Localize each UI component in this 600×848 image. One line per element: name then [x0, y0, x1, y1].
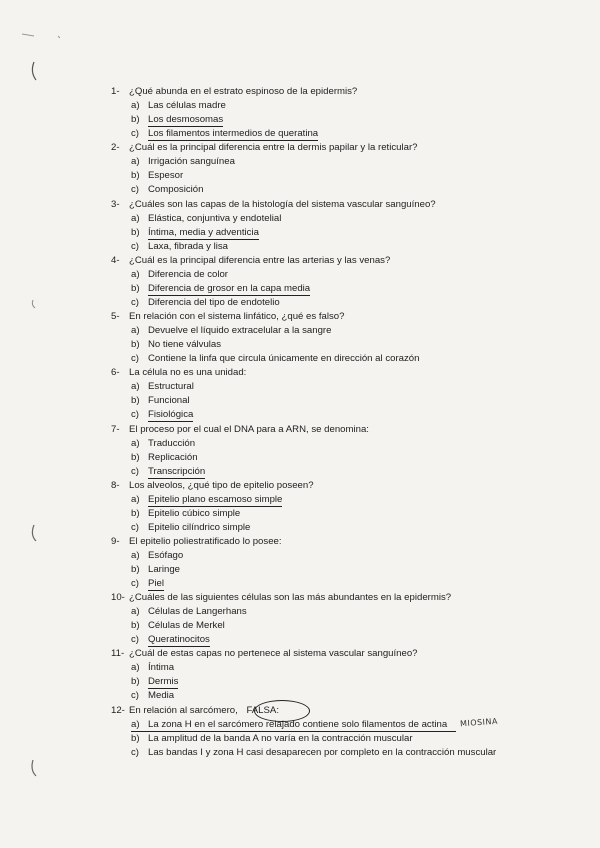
q2-option-c: c) Composición [131, 184, 204, 195]
q12-option-c: c) Las bandas I y zona H casi desaparecen por completo en la contracción muscular [131, 747, 497, 758]
q7-option-b: b) Replicación [131, 452, 198, 463]
q8-option-c: c) Epitelio cilíndrico simple [131, 522, 251, 533]
q7-option-a: a) Traducción [131, 438, 196, 449]
q6-option-b: b) Funcional [131, 395, 190, 406]
q9-option-a: a) Esófago [131, 550, 184, 561]
q12-option-a: a) La zona H en el sarcómero relajado contiene solo filamentos de actina [131, 719, 448, 730]
q5-option-a: a) Devuelve el líquido extracelular a la sangre [131, 325, 332, 336]
q8-option-b: b) Epitelio cúbico simple [131, 508, 241, 519]
question-2: 2- ¿Cuál es la principal diferencia entre la dermis papilar y la reticular? [111, 142, 418, 153]
question-1: 1- ¿Qué abunda en el estrato espinoso de la epidermis? [111, 86, 358, 97]
q10-option-a: a) Células de Langerhans [131, 606, 247, 617]
q11-option-c: c) Media [131, 690, 175, 701]
question-3: 3- ¿Cuáles son las capas de la histología del sistema vascular sanguíneo? [111, 199, 436, 210]
q3-option-b: b) Íntima, media y adventicia [131, 227, 259, 238]
q2-option-a: a) Irrigación sanguínea [131, 156, 235, 167]
question-5: 5- En relación con el sistema linfático, ¿qué es falso? [111, 311, 345, 322]
question-9: 9- El epitelio poliestratificado lo posee: [111, 536, 282, 547]
question-11: 11- ¿Cuál de estas capas no pertenece al sistema vascular sanguíneo? [111, 648, 418, 659]
q6-option-a: a) Estructural [131, 381, 194, 392]
question-7: 7- El proceso por el cual el DNA para a ARN, se denomina: [111, 424, 369, 435]
q11-option-b: b) Dermis [131, 676, 179, 687]
q10-option-c: c) Queratinocitos [131, 634, 210, 645]
question-10: 10- ¿Cuáles de las siguientes células son las más abundantes en la epidermis? [111, 592, 452, 603]
q12-option-b: b) La amplitud de la banda A no varía en la contracción muscular [131, 733, 413, 744]
question-8: 8- Los alveolos, ¿qué tipo de epitelio poseen? [111, 480, 314, 491]
q11-option-a: a) Íntima [131, 662, 175, 673]
q4-option-a: a) Diferencia de color [131, 269, 228, 280]
q8-option-a: a) Epitelio plano escamoso simple [131, 494, 283, 505]
q9-option-b: b) Laringe [131, 564, 181, 575]
q4-option-b: b) Diferencia de grosor en la capa media [131, 283, 311, 294]
q7-option-c: c) Transcripción [131, 466, 206, 477]
margin-marks [0, 0, 60, 848]
question-6: 6- La célula no es una unidad: [111, 367, 247, 378]
q3-option-c: c) Laxa, fibrada y lisa [131, 241, 228, 252]
q5-option-c: c) Contiene la linfa que circula únicamente en dirección al corazón [131, 353, 420, 364]
q1-option-a: a) Las células madre [131, 100, 226, 111]
q10-option-b: b) Células de Merkel [131, 620, 225, 631]
question-4: 4- ¿Cuál es la principal diferencia entre las arterias y las venas? [111, 255, 391, 266]
q1-option-c: c) Los filamentos intermedios de queratina [131, 128, 319, 139]
q6-option-c: c) Fisiológica [131, 409, 194, 420]
falsa-circled: FALSA: [246, 705, 279, 716]
question-12: 12- En relación al sarcómero, FALSA: [111, 705, 279, 716]
handwritten-note: MIOSINA [459, 716, 499, 729]
q9-option-c: c) Piel [131, 578, 164, 589]
q5-option-b: b) No tiene válvulas [131, 339, 222, 350]
q2-option-b: b) Espesor [131, 170, 184, 181]
q3-option-a: a) Elástica, conjuntiva y endotelial [131, 213, 282, 224]
q12-answer-underline [131, 731, 456, 732]
q4-option-c: c) Diferencia del tipo de endotelio [131, 297, 280, 308]
q1-option-b: b) Los desmosomas [131, 114, 224, 125]
